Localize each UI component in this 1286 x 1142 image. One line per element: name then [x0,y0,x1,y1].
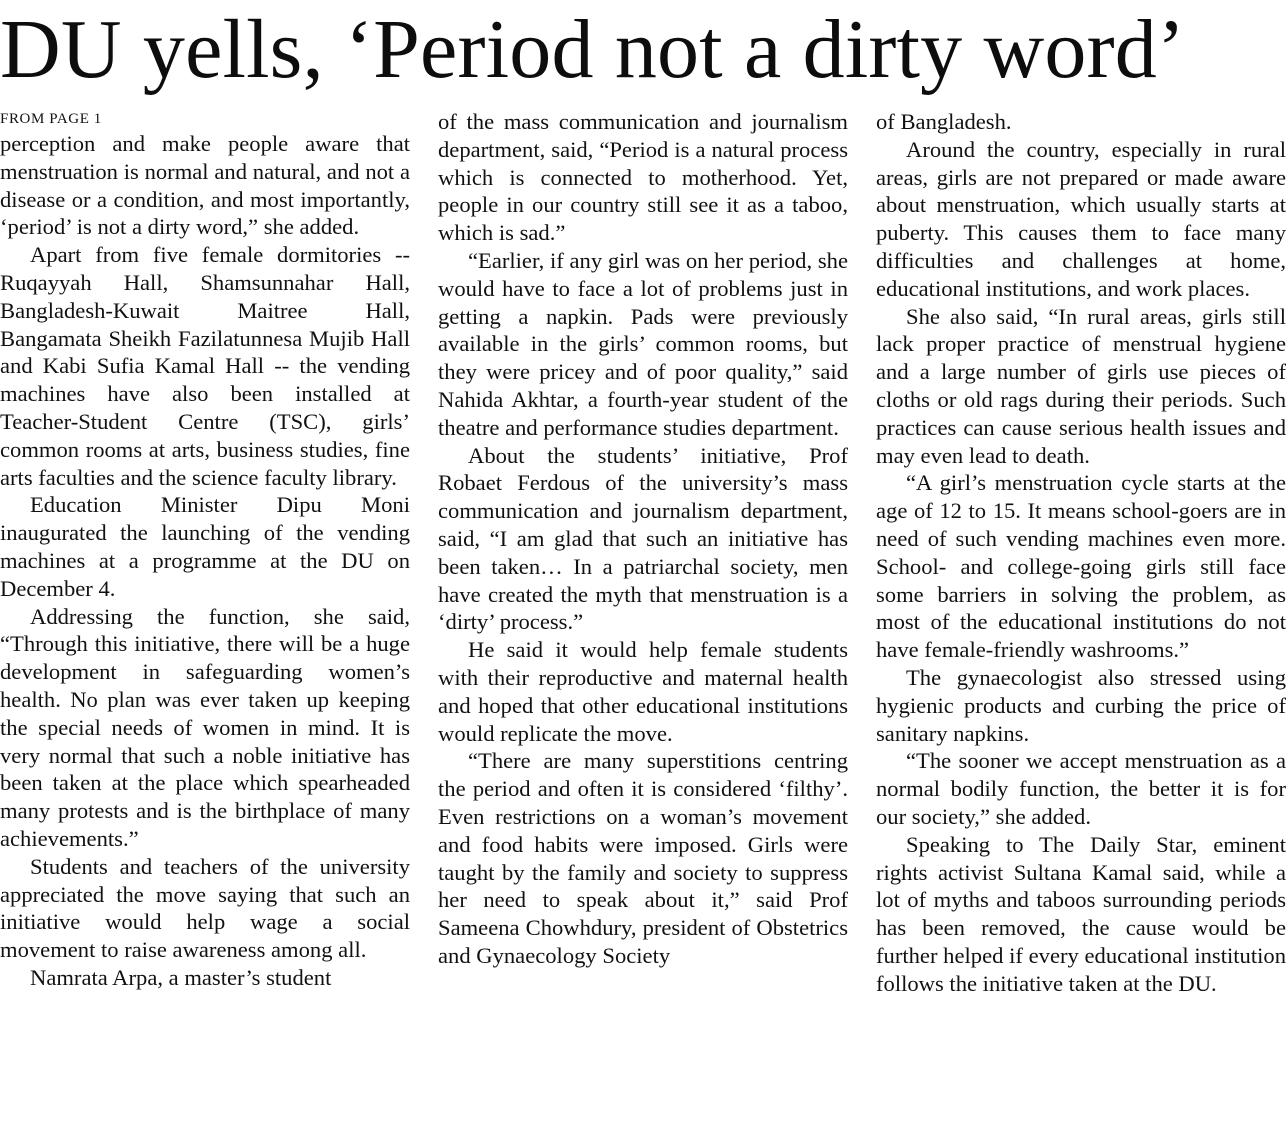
paragraph: “There are many superstitions centring the period and often it is considered ‘filthy’. Even restrictions on a woman’s movement and food habits were imposed. Girls were taught by the family and society to suppress her need to speak about it,” said Prof Sameena Chowhdury, president of Obstetrics and Gynaecology Society [438,748,848,968]
paragraph: Education Minister Dipu Moni inaugurated the launching of the vending machines at a programme at the DU on December 4. [0,492,410,601]
paragraph: of the mass communication and journalism department, said, “Period is a natural process which is connected to motherhood. Yet, people in our country still see it as a taboo, which is sad.” [438,109,848,246]
jump-label: FROM PAGE 1 [0,111,102,127]
paragraph: “Earlier, if any girl was on her period, she would have to face a lot of problems just in getting a napkin. Pads were previously available in the girls’ common rooms, but they were pricey and of poor quality,” said Nahida Akhtar, a fourth-year student of the theatre and performance studies department. [438,247,848,440]
paragraph: Apart from five female dormitories -- Ruqayyah Hall, Shamsunnahar Hall, Bangladesh-Kuwait Maitree Hall, Bangamata Sheikh Fazilatunnesa Mujib Hall and Kabi Sufia Kamal Hall -- the vending machines have also been installed at Teacher-Student Centre (TSC), girls’ common rooms at arts, business studies, fine arts faculties and the science faculty library. [0,242,410,490]
paragraph: Addressing the function, she said, “Through this initiative, there will be a huge development in safeguarding women’s health. No plan was ever taken up keeping the special needs of women in mind. It is very normal that such a noble initiative has been taken at the place which spearheaded many protests and is the birthplace of many achievements.” [0,603,410,851]
article-column-3 [876,108,1286,998]
paragraph: of Bangladesh. [876,109,1012,134]
paragraph: He said it would help female students with their reproductive and maternal health and hoped that other educational institutions would replicate the move. [438,637,848,746]
article-column-2 [438,108,848,970]
paragraph: Around the country, especially in rural areas, girls are not prepared or made aware about menstruation, which usually starts at puberty. This causes them to face many difficulties and challenges at home, educational institutions, and work places. [876,136,1286,301]
article-column-1 [0,108,410,992]
paragraph: Namrata Arpa, a master’s student [30,964,332,990]
paragraph: Speaking to The Daily Star, eminent rights activist Sultana Kamal said, while a lot of myths and taboos surrounding periods has been removed, the cause would be further helped if every educational institution follows the initiative taken at the DU. [876,831,1286,996]
paragraph: “The sooner we accept menstruation as a normal bodily function, the better it is for our society,” she added. [876,748,1286,829]
paragraph: The gynaecologist also stressed using hygienic products and curbing the price of sanitary napkins. [876,664,1286,746]
paragraph: perception and make people aware that menstruation is normal and natural, and not a disease or a condition, and most importantly, ‘period’ is not a dirty word,” she added. [0,131,410,240]
paragraph: “A girl’s menstruation cycle starts at the age of 12 to 15. It means school-goers are in need of such vending machines even more. School- and college-going girls still face some barriers in solving the problem, as most of the educational institutions do not have female-friendly washrooms.” [876,470,1286,663]
paragraph: She also said, “In rural areas, girls still lack proper practice of menstrual hygiene and a large number of girls use pieces of cloths or old rags during their periods. Such practices can cause serious health issues and may even lead to death. [876,303,1286,468]
paragraph: Students and teachers of the university appreciated the move saying that such an initiative would help wage a social movement to raise awareness among all. [0,853,410,963]
headline: DU yells, ‘Period not a dirty word’ [0,3,1186,96]
paragraph: About the students’ initiative, Prof Robaet Ferdous of the university’s mass communication and journalism department, said, “I am glad that such an initiative has been taken… In a patriarchal society, men have created the myth that menstruation is a ‘dirty’ process.” [438,442,848,635]
